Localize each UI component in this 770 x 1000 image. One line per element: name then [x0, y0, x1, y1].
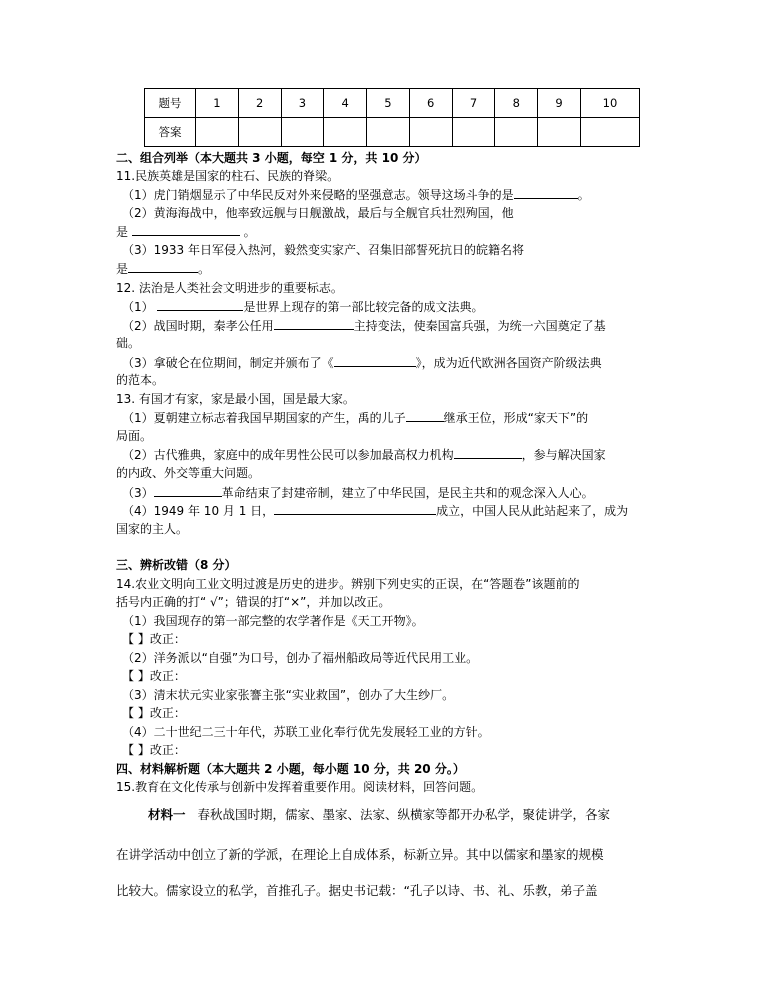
question-14-cont: 括号内正确的打“ √”；错误的打“×”，并加以改正。	[116, 595, 391, 609]
text: （3）拿破仑在位期间，制定并颁布了《	[122, 356, 334, 370]
answer-blank[interactable]	[334, 354, 416, 367]
question-12: 12. 法治是人类社会文明进步的重要标志。	[116, 281, 343, 295]
material-label: 材料一	[148, 807, 186, 822]
text: 。	[198, 262, 211, 276]
question-13-4	[122, 502, 628, 519]
table-cell-number: 6	[409, 89, 452, 118]
answer-cell[interactable]	[324, 118, 367, 147]
answer-cell[interactable]	[367, 118, 410, 147]
table-cell-number: 5	[367, 89, 410, 118]
question-13-2	[122, 446, 606, 463]
correction-2[interactable]: 【 】改正：	[122, 669, 186, 683]
answer-blank[interactable]	[157, 298, 243, 311]
statement-4: （4）二十世纪二三十年代，苏联工业化奉行优先发展轻工业的方针。	[122, 725, 490, 739]
question-14: 14.农业文明向工业文明过渡是历史的进步。辨别下列史实的正误，在“答题卷”该题前的	[116, 577, 580, 591]
text: 继承王位，形成“家天下”的	[443, 411, 589, 425]
text: 是	[116, 262, 129, 276]
table-cell-number: 7	[452, 89, 495, 118]
section-3-title: 三、辨析改错（8 分）	[116, 558, 237, 572]
answer-blank[interactable]	[274, 317, 354, 330]
text: 。	[577, 188, 590, 202]
question-13-4-cont: 国家的主人。	[116, 522, 189, 536]
text: 成立，中国人民从此站起来了，成为	[436, 504, 629, 518]
question-11-2-cont	[116, 223, 256, 240]
answer-cell[interactable]	[238, 118, 281, 147]
material-1-line-1	[148, 806, 610, 824]
question-12-3	[122, 354, 602, 371]
question-13-3	[122, 484, 594, 501]
table-answer-label: 答案	[145, 118, 196, 147]
section-4-title: 四、材料解析题（本大题共 2 小题，每小题 10 分，共 20 分。）	[116, 762, 465, 776]
answer-blank[interactable]	[132, 223, 240, 236]
text: 是世界上现存的第一部比较完备的成文法典。	[243, 300, 484, 314]
statement-1: （1）我国现存的第一部完整的农学著作是《天工开物》。	[122, 614, 424, 628]
question-12-1	[122, 298, 483, 315]
text: （1）虎门销烟显示了中华民反对外来侵略的坚强意志。领导这场斗争的是	[122, 188, 514, 202]
answer-cell[interactable]	[581, 118, 640, 147]
statement-2: （2）洋务派以“自强”为口号，创办了福州船政局等近代民用工业。	[122, 651, 479, 665]
table-row-numbers	[145, 89, 640, 118]
answer-cell[interactable]	[409, 118, 452, 147]
table-header-label: 题号	[145, 89, 196, 118]
table-cell-number: 2	[238, 89, 281, 118]
answer-blank[interactable]	[406, 409, 444, 422]
table-cell-number: 8	[495, 89, 538, 118]
text: （4）1949 年 10 月 1 日，	[122, 504, 275, 518]
question-11-1	[122, 186, 590, 203]
text: 》，成为近代欧洲各国资产阶级法典	[415, 356, 602, 370]
text: （3）	[122, 486, 154, 500]
text: 主持变法，使秦国富兵强，为统一六国奠定了基	[353, 319, 606, 333]
text: 春秋战国时期，儒家、墨家、法家、纵横家等都开办私学，聚徒讲学，各家	[197, 807, 610, 822]
table-cell-number: 10	[581, 89, 640, 118]
text: （2）战国时期，秦孝公任用	[122, 319, 274, 333]
answer-blank[interactable]	[514, 186, 578, 199]
question-15: 15.教育在文化传承与创新中发挥着重要作用。阅读材料，回答问题。	[116, 780, 484, 794]
question-13: 13. 有国才有家，家是最小国，国是最大家。	[116, 392, 355, 406]
question-11-3: （3）1933 年日军侵入热河，毅然变实家产、召集旧部誓死抗日的皖籍名将	[122, 243, 524, 257]
text: 是	[116, 225, 129, 239]
answer-cell[interactable]	[281, 118, 324, 147]
material-1-line-3: 比较大。儒家设立的私学，首推孔子。据史书记载：“孔子以诗、书、礼、乐教，弟子盖	[116, 883, 598, 898]
section-2-title: 二、组合列举（本大题共 3 小题，每空 1 分，共 10 分）	[116, 151, 427, 165]
answer-blank[interactable]	[454, 446, 522, 459]
material-1-line-2: 在讲学活动中创立了新的学派，在理论上自成体系，标新立异。其中以儒家和墨家的规模	[116, 847, 604, 862]
correction-3[interactable]: 【 】改正：	[122, 706, 186, 720]
question-13-1	[122, 409, 588, 426]
text: （1）	[122, 300, 154, 314]
correction-1[interactable]: 【 】改正：	[122, 632, 186, 646]
answer-cell[interactable]	[196, 118, 239, 147]
table-cell-number: 9	[538, 89, 581, 118]
answer-cell[interactable]	[495, 118, 538, 147]
table-row-answers	[145, 118, 640, 147]
question-11-2: （2）黄海海战中，他率致远舰与日舰激战，最后与全舰官兵壮烈殉国，他	[122, 206, 514, 220]
answer-blank[interactable]	[154, 484, 222, 497]
question-12-2-cont: 础。	[116, 336, 141, 350]
text: ，参与解决国家	[521, 448, 606, 462]
answer-table	[144, 88, 640, 147]
answer-blank[interactable]	[128, 260, 198, 273]
question-13-2-cont: 的内政、外交等重大问题。	[116, 466, 261, 480]
table-cell-number: 4	[324, 89, 367, 118]
question-13-1-cont: 局面。	[116, 429, 153, 443]
question-12-2	[122, 317, 606, 334]
table-cell-number: 3	[281, 89, 324, 118]
answer-blank[interactable]	[274, 502, 436, 515]
question-12-3-cont: 的范本。	[116, 373, 165, 387]
text: 革命结束了封建帝制，建立了中华民国，是民主共和的观念深入人心。	[221, 486, 594, 500]
statement-3: （3）清末状元实业家张謇主张“实业救国”，创办了大生纱厂。	[122, 688, 455, 702]
answer-cell[interactable]	[538, 118, 581, 147]
correction-4[interactable]: 【 】改正：	[122, 743, 186, 757]
question-11: 11.民族英雄是国家的柱石、民族的脊梁。	[116, 169, 340, 183]
text: （2）古代雅典，家庭中的成年男性公民可以参加最高权力机构	[122, 448, 454, 462]
answer-cell[interactable]	[452, 118, 495, 147]
question-11-3-cont	[116, 260, 210, 277]
text: 。	[243, 225, 256, 239]
text: （1）夏朝建立标志着我国早期国家的产生，禹的儿子	[122, 411, 406, 425]
table-cell-number: 1	[196, 89, 239, 118]
